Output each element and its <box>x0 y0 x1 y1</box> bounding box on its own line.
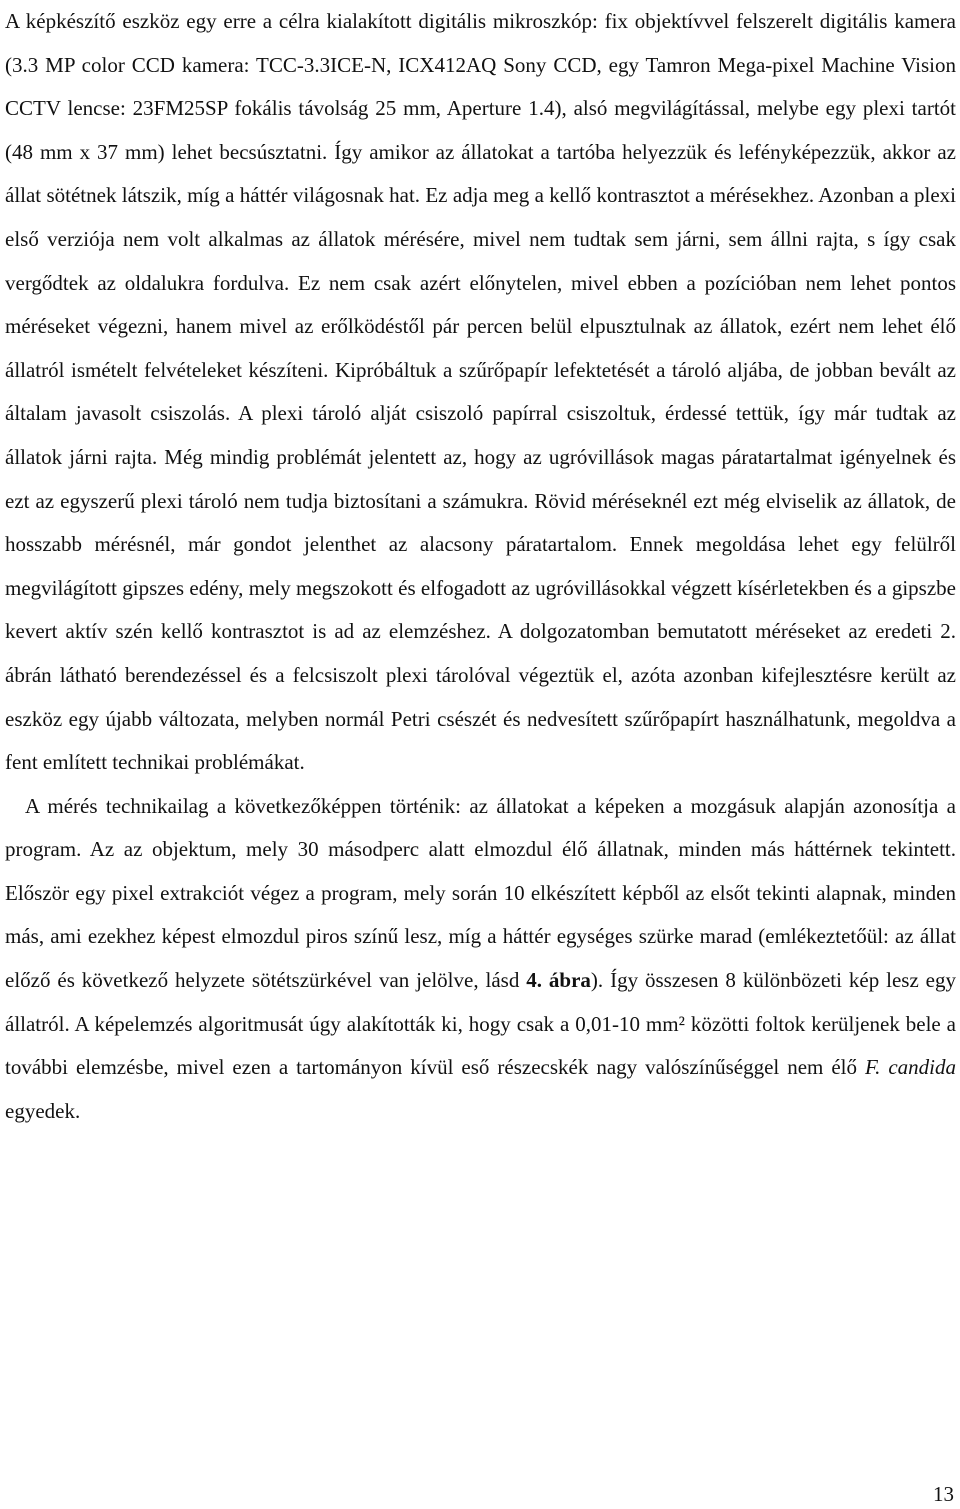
paragraph-2-text-3: egyedek. <box>5 1098 81 1123</box>
species-name: F. candida <box>864 1055 956 1080</box>
body-text <box>5 0 956 1133</box>
paragraph-2-text-2: ). Így összesen 8 különbözeti kép lesz egy állatról. A képelemzés algoritmusát úgy alakították ki, hogy csak a 0,01-10 mm² közötti foltok kerüljenek bele a további elemzésbe, mivel ezen a tartományon kívül eső részecskék nagy valószínűséggel nem élő <box>5 968 957 1080</box>
page-number: 13 <box>933 1482 954 1506</box>
paragraph-2 <box>5 785 956 1134</box>
figure-reference: 4. ábra <box>526 968 591 993</box>
paragraph-2-text-1: A mérés technikailag a következőképpen történik: az állatokat a képeken a mozgásuk alapján azonosítja a program. Az az objektum, mely 30 másodperc alatt elmozdul élő állatnak, minden más háttérnek tekintett. Először egy pixel extrakciót végez a program, mely során 10 elkészített képből az elsőt tekinti alapnak, minden más, ami ezekhez képest elmozdul piros színű lesz, míg a háttér egységes szürke marad (emlékeztetőül: az állat előző és következő helyzete sötétszürkével van jelölve, lásd <box>5 793 956 993</box>
paragraph-1: A képkészítő eszköz egy erre a célra kialakított digitális mikroszkóp: fix objektívvel felszerelt digitális kamera (3.3 MP color CCD kamera: TCC-3.3ICE-N, ICX412AQ Sony CCD, egy Tamron Mega-pixel Machine Vision CCTV lencse: 23FM25SP fokális távolság 25 mm, Aperture 1.4), alsó megvilágítással, melybe egy plexi tartót (48 mm x 37 mm) lehet becsúsztatni. Így amikor az állatokat a tartóba helyezzük és lefényképezzük, akkor az állat sötétnek látszik, míg a háttér világosnak hat. Ez adja meg a kellő kontrasztot a mérésekhez. Azonban a plexi első verziója nem volt alkalmas az állatok mérésére, mivel nem tudtak sem járni, sem állni rajta, s így csak vergődtek az oldalukra fordulva. Ez nem csak azért előnytelen, mivel ebben a pozícióban nem lehet pontos méréseket végezni, hanem mivel az erőlködéstől pár percen belül elpusztulnak az állatok, ezért nem lehet élő állatról ismételt felvételeket készíteni. Kipróbáltuk a szűrőpapír lefektetését a tároló aljába, de jobban bevált az általam javasolt csiszolás. A plexi tároló alját csiszoló papírral csiszoltuk, érdessé tettük, így már tudtak az állatok járni rajta. Még mindig problémát jelentett az, hogy az ugróvillások magas páratartalmat igényelnek és ezt az egyszerű plexi tároló nem tudja biztosítani a számukra. Rövid méréseknél ezt még elviselik az állatok, de hosszabb mérésnél, már gondot jelenthet az alacsony páratartalom. Ennek megoldása lehet egy felülről megvilágított gipszes edény, mely megszokott és elfogadott az ugróvillásokkal végzett kísérletekben és a gipszbe kevert aktív szén kellő kontrasztot is ad az elemzéshez. A dolgozatomban bemutatott méréseket az eredeti 2. ábrán látható berendezéssel és a felcsiszolt plexi tárolóval végeztük el, azóta azonban kifejlesztésre került az eszköz egy újabb változata, melyben normál Petri csészét és nedvesített szűrőpapírt használhatunk, megoldva a fent említett technikai problémákat. <box>5 9 956 775</box>
